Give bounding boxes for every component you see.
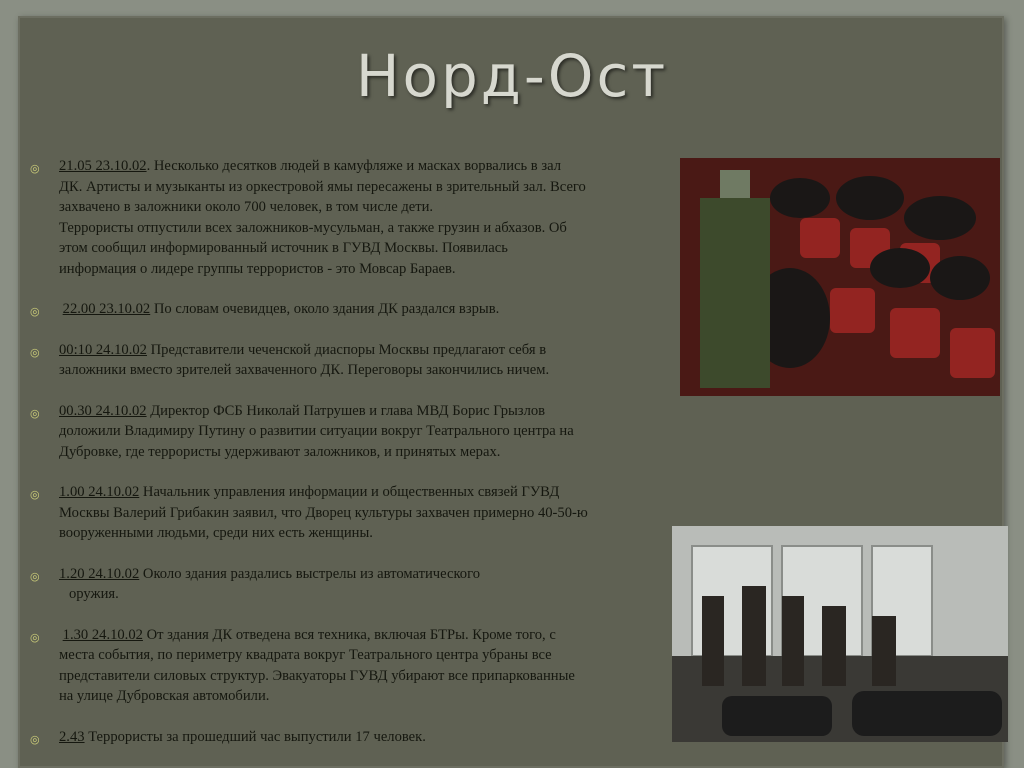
bullet-icon: ◎ xyxy=(30,732,40,746)
event-item: ◎ 00.30 24.10.02 Директор ФСБ Николай Патрушев и глава МВД Борис Грызлов доложили Владимиру Путину о развитии ситуации вокруг Театрального центра на Дубровке, где террористы удерживают заложников, и принятых мерах. xyxy=(30,402,574,460)
event-date: 00.30 24.10.02 xyxy=(59,402,147,419)
event-item: ◎ 00:10 24.10.02 Представители чеченской диаспоры Москвы предлагают себя в заложники вместо зрителей захваченного ДК. Переговоры закончились ничем. xyxy=(30,341,550,378)
bullet-icon: ◎ xyxy=(30,162,40,175)
bullet-icon: ◎ xyxy=(30,488,40,501)
event-date: 00:10 24.10.02 xyxy=(59,341,147,358)
event-item: ◎ 1.00 24.10.02 Начальник управления информации и общественных связей ГУВД Москвы Валерий Грибакин заявил, что Дворец культуры захвачен примерно 40-50-ю вооруженными людьми, среди них есть женщины. xyxy=(30,484,588,541)
event-item: ◎ 22.00 23.10.02 По словам очевидцев, около здания ДК раздался взрыв. xyxy=(30,299,690,320)
event-item: ◎ 21.05 23.10.02. Несколько десятков людей в камуфляже и масках ворвались в зал ДК. Артисты и музыканты из оркестровой ямы пересажены в зрительный зал. Всего захвачено в заложники около 700 человек, в том числе дети. Террористы отпустили всех заложников-мусульман, а также грузин и абхазов. Об этом сообщил информированный источник в ГУВД Москвы. Появилась информация о лидере группы террористов - это Мовсар Бараев. xyxy=(30,158,586,277)
evacuation-photo xyxy=(672,526,1008,742)
bullet-icon: ◎ xyxy=(30,345,40,359)
event-item: ◎ 1.20 24.10.02 Около здания раздались выстрелы из автоматического оружия. xyxy=(30,565,481,602)
bullet-icon: ◎ xyxy=(30,630,40,644)
bullet-icon: ◎ xyxy=(30,406,40,420)
event-date: 1.00 24.10.02 xyxy=(59,484,140,500)
bullet-icon: ◎ xyxy=(30,569,40,583)
event-date: 1.20 24.10.02 xyxy=(59,565,140,582)
hostages-photo xyxy=(680,158,1000,396)
event-date: 22.00 23.10.02 xyxy=(62,301,151,317)
event-date: 21.05 23.10.02 xyxy=(59,158,147,174)
slide-title: Норд-Ост xyxy=(355,42,669,110)
event-item: ◎ 1.30 24.10.02 От здания ДК отведена вся техника, включая БТРы. Кроме того, с места события, по периметру квадрата вокруг Театрального центра убраны все представители силовых структур. Эвакуаторы ГУВД убирают все припаркованные на улице Дубровская автомобили. xyxy=(30,626,575,704)
event-date: 2.43 xyxy=(59,728,85,745)
event-date: 1.30 24.10.02 xyxy=(62,626,143,643)
bullet-icon: ◎ xyxy=(30,305,40,318)
slide-body xyxy=(30,156,690,767)
event-item: ◎ 2.43 Террористы за прошедший час выпустили 17 человек. xyxy=(30,727,690,748)
